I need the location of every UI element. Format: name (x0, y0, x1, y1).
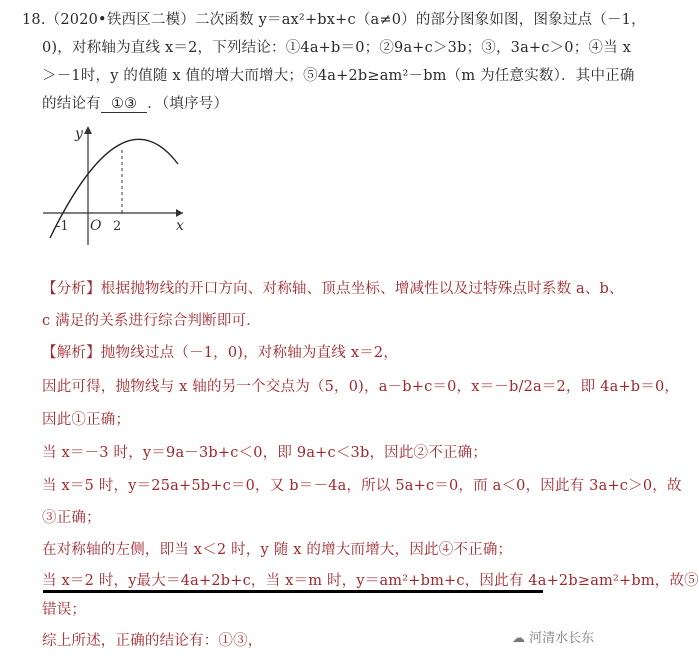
x-axis-arrow (176, 209, 183, 217)
solution-line: 当 x＝－3 时，y＝9a－3b+c＜0，即 9a+c＜3b，因此②不正确； (42, 445, 488, 461)
solution-line: 【分析】根据抛物线的开口方向、对称轴、顶点坐标、增减性以及过特殊点时系数 a、b、 (42, 281, 624, 297)
solution-line: ③正确； (42, 510, 101, 526)
solution-line: 综上所述，正确的结论有：①③， (42, 633, 263, 649)
solution-line: 在对称轴的左侧，即当 x＜2 时，y 随 x 的增大而增大，因此④不正确； (42, 542, 513, 558)
y-axis-label: y (75, 126, 83, 142)
solution-line: 因此①正确； (42, 412, 131, 428)
watermark (512, 627, 594, 646)
origin-label: O (90, 218, 102, 234)
question-line: 18.（2020•铁西区二模）二次函数 y＝ax²+bx+c（a≠0）的部分图象如图，图象过点（－1， (22, 12, 646, 28)
solution-line: 因此可得，抛物线与 x 轴的另一个交点为（5，0)，a－b+c＝0，x＝－b/2a＝2，即 4a+b＝0， (42, 379, 680, 395)
answer-blank: ①③ (101, 96, 147, 113)
watermark-text: 河清水长东 (529, 631, 595, 646)
question-line: 0)，对称轴为直线 x＝2，下列结论：①4a+b＝0；②9a+c＞3b；③，3a+c＞0；④当 x (42, 40, 632, 56)
x-axis-label: x (176, 218, 184, 234)
y-axis-arrow (84, 126, 92, 134)
question-line: ＞－1时，y 的值随 x 值的增大而增大；⑤4a+2b≥am²－bm（m 为任意实数）．其中正确 (42, 68, 635, 84)
solution-line: 【解析】抛物线过点（－1，0)，对称轴为直线 x＝2， (42, 345, 399, 361)
solution-line: 当 x＝2 时，y最大＝4a+2b+c，当 x＝m 时，y＝am²+bm+c，因此有 4a+2b≥am²+bm，故⑤ (42, 573, 699, 589)
solution-line: 当 x＝5 时，y＝25a+5b+c＝0，又 b＝－4a，所以 5a+c＝0，而 a＜0，因此有 3a+c＞0，故 (42, 478, 682, 494)
answer-prefix: 的结论有 (42, 96, 101, 112)
solution-line: c 满足的关系进行综合判断即可． (42, 313, 261, 329)
parabola-graph (38, 120, 198, 250)
solution-line: 错误； (42, 602, 87, 618)
tick-label-2: 2 (113, 219, 122, 234)
underline-rule (43, 590, 543, 593)
question-line (42, 92, 228, 113)
answer-suffix: ．（填序号） (147, 96, 229, 112)
wechat-icon: ☁ (512, 631, 530, 646)
tick-label-neg1: -1 (56, 219, 69, 234)
